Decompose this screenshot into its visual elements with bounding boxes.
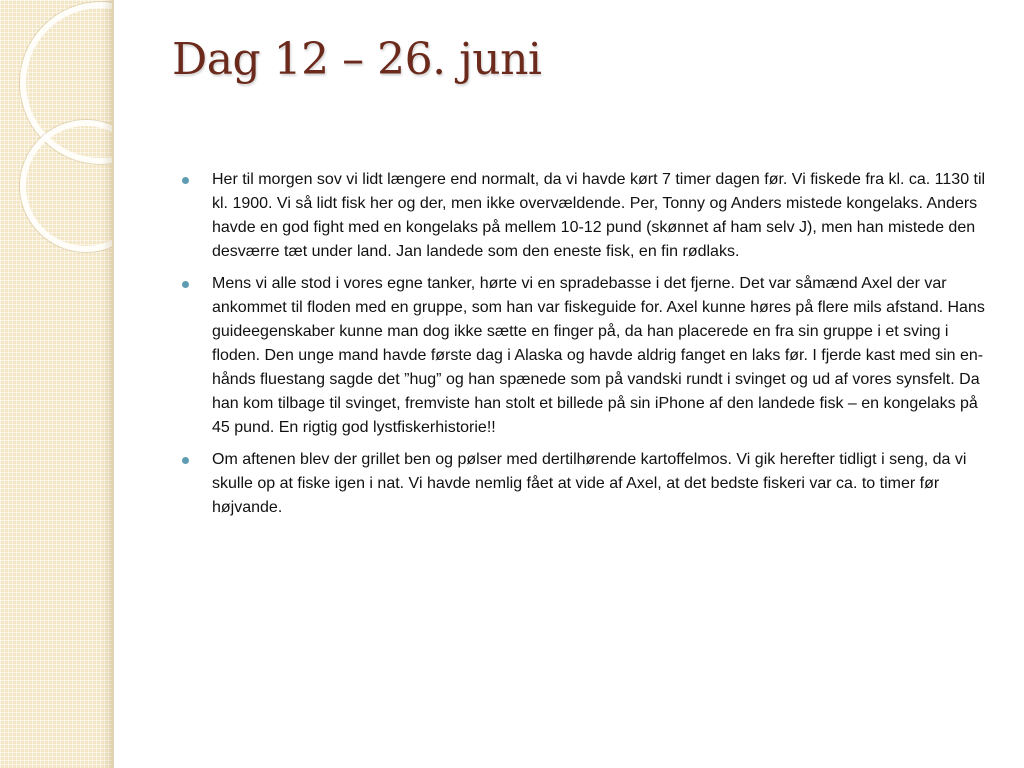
sidebar-shade (102, 0, 112, 768)
bullet-dot-icon (182, 281, 189, 288)
bullet-item-2 (180, 272, 992, 440)
bullet-item-3 (180, 448, 992, 520)
bullet-item-1 (180, 168, 992, 264)
bullet-text-2: Mens vi alle stod i vores egne tanker, hørte vi en spradebasse i det fjerne. Det var såmænd Axel der var ankommet til floden med en gruppe, som han var fiskeguide for. Axel kunne høres på flere mils afstand. Hans guideegenskaber kunne man dog ikke sætte en finger på, da han placerede en fra sin gruppe i et sving i floden. Den unge mand havde første dag i Alaska og havde aldrig fanget en laks før. I fjerde kast med sin en-hånds fluestang sagde det ”hug” og han spænede som på vandski rundt i svinget og ud af vores synsfelt. Da han kom tilbage til svinget, fremviste han stolt et billede på sin iPhone af den landede fisk – en kongelaks på 45 pund. En rigtig god lystfiskerhistorie!! (212, 275, 985, 436)
sidebar-divider (112, 0, 114, 768)
bullet-text-1: Her til morgen sov vi lidt længere end normalt, da vi havde kørt 7 timer dagen før. Vi fiskede fra kl. ca. 1130 til kl. 1900. Vi så lidt fisk her og der, men ikke overvældende. Per, Tonny og Anders mistede kongelaks. Anders havde en god fight med en kongelaks på mellem 10-12 pund (skønnet af ham selv J), men han mistede den desværre tæt under land. Jan landede som den eneste fisk, en fin rødlaks. (212, 171, 986, 260)
slide-title: Dag 12 – 26. juni (172, 34, 542, 85)
decorative-ring-middle (20, 120, 112, 252)
bullet-list (180, 168, 992, 528)
decorative-sidebar (0, 0, 112, 768)
bullet-dot-icon (182, 457, 189, 464)
bullet-dot-icon (182, 177, 189, 184)
bullet-text-3: Om aftenen blev der grillet ben og pølser med dertilhørende kartoffelmos. Vi gik herefter tidligt i seng, da vi skulle op at fiske igen i nat. Vi havde nemlig fået at vide af Axel, at det bedste fiskeri var ca. to timer før højvande. (212, 451, 967, 516)
